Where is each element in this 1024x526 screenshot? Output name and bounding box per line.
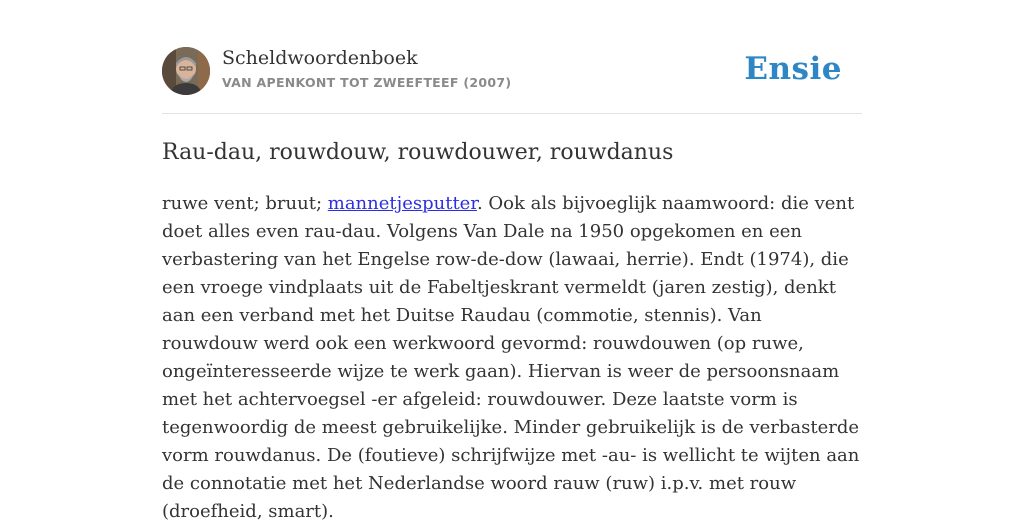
entry-body	[162, 190, 862, 526]
mannetjesputter-link[interactable]: mannetjesputter	[327, 193, 477, 214]
source-subtitle: VAN APENKONT TOT ZWEEFTEEF (2007)	[222, 75, 512, 90]
avatar	[162, 47, 210, 95]
body-text-start: ruwe vent; bruut;	[162, 193, 328, 214]
page-container	[162, 0, 862, 522]
ensie-logo[interactable]: Ensie	[744, 51, 842, 87]
entry-title: Rau-dau, rouwdouw, rouwdouwer, rouwdanus	[162, 140, 674, 165]
source-title[interactable]: Scheldwoordenboek	[222, 47, 418, 69]
source-header	[162, 0, 862, 114]
author-portrait-icon	[162, 47, 210, 95]
body-text-rest: . Ook als bijvoeglijk naamwoord: die vent doet alles even rau-dau. Volgens Van Dale na 1950 opgekomen en een verbastering van het Engelse row-de-dow (lawaai, herrie). Endt (1974), die een vroege vindplaats uit de Fabeltjeskrant vermeldt (jaren zestig), denkt aan een verband met het Duitse Raudau (commotie, stennis). Van rouwdouw werd ook een werkwoord gevormd: rouwdouwen (op ruwe, ongeïnteresseerde wijze te werk gaan). Hiervan is weer de persoonsnaam met het achtervoegsel -er afgeleid: rouwdouwer. Deze laatste vorm is tegenwoordig de meest gebruikelijke. Minder gebruikelijk is de verbasterde vorm rouwdanus. De (foutieve) schrijfwijze met -au- is wellicht te wijten aan de connotatie met het Nederlandse woord rauw (ruw) i.p.v. met rouw (droefheid, smart).	[162, 193, 860, 522]
